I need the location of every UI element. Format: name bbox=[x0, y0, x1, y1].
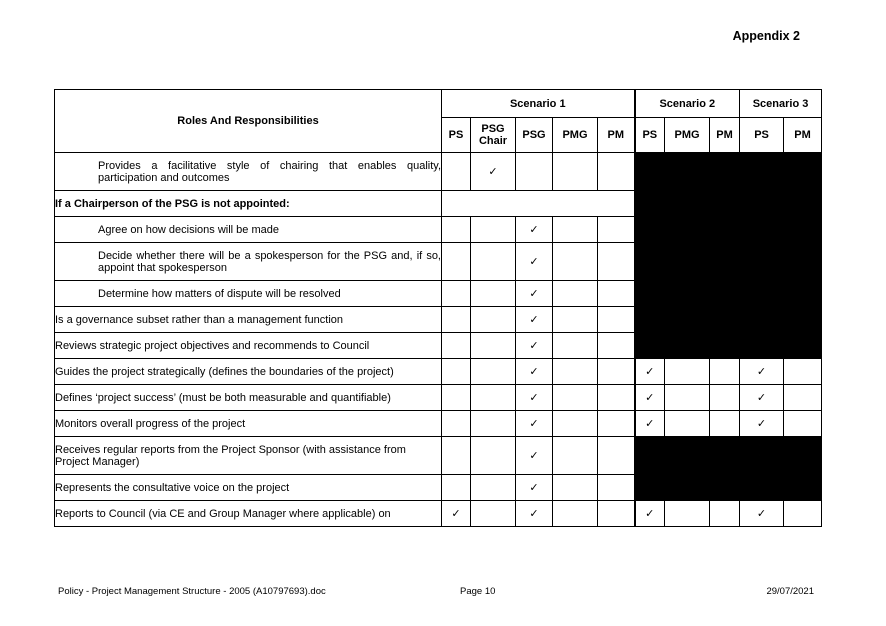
s3-cell-pm bbox=[784, 333, 822, 359]
s3-cell-pm bbox=[784, 307, 822, 333]
footer-date: 29/07/2021 bbox=[766, 586, 814, 597]
check-icon: ✓ bbox=[529, 391, 539, 404]
row-description: Represents the consultative voice on the project bbox=[55, 475, 442, 501]
s1-cell-psg-chair bbox=[471, 153, 516, 191]
s1-cell-psg-chair bbox=[471, 281, 516, 307]
check-icon: ✓ bbox=[756, 417, 767, 430]
s1-cell-psg bbox=[516, 501, 553, 527]
s1-cell-psg-chair bbox=[471, 411, 516, 437]
s3-cell-pm bbox=[784, 411, 822, 437]
s2-col-pmg: PMG bbox=[665, 118, 710, 153]
table-row bbox=[55, 385, 822, 411]
s1-cell-psg bbox=[516, 307, 553, 333]
s1-cell-ps bbox=[442, 217, 471, 243]
s2-cell-ps bbox=[635, 475, 665, 501]
s2-cell-pmg bbox=[665, 475, 710, 501]
check-icon: ✓ bbox=[529, 417, 539, 430]
s1-cell-psg bbox=[516, 359, 553, 385]
s1-cell-psg-chair bbox=[471, 359, 516, 385]
s2-cell-pm bbox=[710, 307, 740, 333]
s1-cell-ps bbox=[442, 153, 471, 191]
row-description: Determine how matters of dispute will be resolved bbox=[55, 281, 442, 307]
s2-cell-ps bbox=[635, 385, 665, 411]
s3-cell-pm bbox=[784, 217, 822, 243]
s1-cell-psg bbox=[516, 437, 553, 475]
s1-cell-pm bbox=[598, 333, 635, 359]
s2-cell-ps bbox=[635, 243, 665, 281]
check-icon: ✓ bbox=[529, 313, 539, 326]
s3-cell-pm bbox=[784, 475, 822, 501]
s1-cell-psg-chair bbox=[471, 475, 516, 501]
s1-cell-pm bbox=[598, 475, 635, 501]
row-description: Defines ‘project success’ (must be both measurable and quantifiable) bbox=[55, 385, 442, 411]
s1-cell-pm bbox=[598, 359, 635, 385]
s1-col-pmg: PMG bbox=[553, 118, 598, 153]
s2-cell-pm bbox=[710, 475, 740, 501]
s1-cell-pm bbox=[598, 307, 635, 333]
s2-cell-ps bbox=[635, 359, 665, 385]
s3-cell-pm bbox=[784, 281, 822, 307]
s2-cell-ps bbox=[635, 333, 665, 359]
s1-cell-ps bbox=[442, 243, 471, 281]
s3-cell-pm bbox=[784, 385, 822, 411]
s1-cell-pmg bbox=[553, 217, 598, 243]
check-icon: ✓ bbox=[529, 481, 539, 494]
s1-cell-pmg bbox=[553, 243, 598, 281]
table-row bbox=[55, 307, 822, 333]
s1-cell-psg-chair bbox=[471, 307, 516, 333]
s3-cell-ps bbox=[740, 153, 784, 191]
s2-cell-pm bbox=[710, 281, 740, 307]
s3-cell-ps bbox=[740, 437, 784, 475]
s1-cell-pm bbox=[598, 153, 635, 191]
s1-cell-pmg bbox=[553, 411, 598, 437]
check-icon: ✓ bbox=[488, 165, 498, 178]
s2-cell-ps bbox=[635, 153, 665, 191]
s1-cell-pmg bbox=[553, 359, 598, 385]
s2-cell-pmg bbox=[665, 217, 710, 243]
table-row bbox=[55, 475, 822, 501]
check-icon: ✓ bbox=[645, 391, 655, 404]
table-row bbox=[55, 153, 822, 191]
s1-cell-pm bbox=[598, 217, 635, 243]
scenario-3-header: Scenario 3 bbox=[740, 90, 822, 118]
s2-cell-pmg bbox=[665, 385, 710, 411]
s1-cell-pmg bbox=[553, 385, 598, 411]
s3-cell-ps bbox=[740, 243, 784, 281]
check-icon: ✓ bbox=[756, 365, 767, 378]
s3-cell-ps bbox=[740, 475, 784, 501]
s3-cell-ps bbox=[740, 307, 784, 333]
s2-cell-pmg bbox=[665, 307, 710, 333]
s2-cell-pm bbox=[710, 501, 740, 527]
s2-cell-pmg bbox=[665, 437, 710, 475]
footer-document-name: Policy - Project Management Structure - 2005 (A10797693).doc bbox=[58, 586, 326, 597]
row-description: Reports to Council (via CE and Group Manager where applicable) on bbox=[55, 501, 442, 527]
s1-col-ps: PS bbox=[442, 118, 471, 153]
s3-cell-ps bbox=[740, 411, 784, 437]
check-icon: ✓ bbox=[529, 449, 539, 462]
row-description: If a Chairperson of the PSG is not appointed: bbox=[55, 191, 442, 217]
s1-cell-pm bbox=[598, 243, 635, 281]
s1-cell-ps bbox=[442, 385, 471, 411]
s3-cell-ps bbox=[740, 333, 784, 359]
row-description: Is a governance subset rather than a management function bbox=[55, 307, 442, 333]
s2-cell-pm bbox=[710, 437, 740, 475]
s2-cell-pmg bbox=[665, 191, 710, 217]
row-description: Reviews strategic project objectives and recommends to Council bbox=[55, 333, 442, 359]
s3-cell-ps bbox=[740, 359, 784, 385]
s1-cell-ps bbox=[442, 281, 471, 307]
s1-cell-pm bbox=[598, 411, 635, 437]
s1-cell-pm bbox=[598, 437, 635, 475]
s1-cell-ps bbox=[442, 333, 471, 359]
s1-cell-psg bbox=[516, 475, 553, 501]
row-description: Decide whether there will be a spokesperson for the PSG and, if so, appoint that spokesperson bbox=[55, 243, 442, 281]
s2-cell-ps bbox=[635, 501, 665, 527]
s2-cell-pmg bbox=[665, 411, 710, 437]
row-description: Provides a facilitative style of chairing that enables quality, participation and outcomes bbox=[55, 153, 442, 191]
s1-cell-pm bbox=[598, 281, 635, 307]
table-row bbox=[55, 359, 822, 385]
s1-cell-psg bbox=[516, 217, 553, 243]
table-row bbox=[55, 191, 822, 217]
check-icon: ✓ bbox=[451, 507, 461, 520]
row-description: Guides the project strategically (defines the boundaries of the project) bbox=[55, 359, 442, 385]
roles-responsibilities-table bbox=[54, 89, 822, 527]
s2-cell-ps bbox=[635, 217, 665, 243]
row-description: Monitors overall progress of the project bbox=[55, 411, 442, 437]
s2-cell-pm bbox=[710, 411, 740, 437]
footer-page-number: Page 10 bbox=[460, 586, 496, 597]
s2-cell-pmg bbox=[665, 501, 710, 527]
row-description: Agree on how decisions will be made bbox=[55, 217, 442, 243]
s2-cell-pm bbox=[710, 333, 740, 359]
check-icon: ✓ bbox=[529, 339, 539, 352]
s1-cell-pmg bbox=[553, 307, 598, 333]
s2-cell-pmg bbox=[665, 359, 710, 385]
s2-cell-pm bbox=[710, 217, 740, 243]
s3-cell-pm bbox=[784, 359, 822, 385]
check-icon: ✓ bbox=[756, 507, 767, 520]
s3-cell-pm bbox=[784, 437, 822, 475]
check-icon: ✓ bbox=[529, 507, 539, 520]
s1-cell-ps bbox=[442, 437, 471, 475]
s1-cell-psg-chair bbox=[471, 501, 516, 527]
s1-cell-ps bbox=[442, 307, 471, 333]
s3-cell-pm bbox=[784, 243, 822, 281]
s3-cell-ps bbox=[740, 501, 784, 527]
s3-cell-ps bbox=[740, 217, 784, 243]
s1-cell-pmg bbox=[553, 153, 598, 191]
s2-col-pm: PM bbox=[710, 118, 740, 153]
s1-cell-ps bbox=[442, 359, 471, 385]
s3-cell-ps bbox=[740, 191, 784, 217]
table-row bbox=[55, 281, 822, 307]
check-icon: ✓ bbox=[529, 255, 539, 268]
s3-cell-pm bbox=[784, 191, 822, 217]
s2-cell-pm bbox=[710, 359, 740, 385]
s1-cell-psg bbox=[516, 385, 553, 411]
table-row bbox=[55, 217, 822, 243]
s3-col-pm: PM bbox=[784, 118, 822, 153]
check-icon: ✓ bbox=[529, 223, 539, 236]
table-row bbox=[55, 501, 822, 527]
s2-cell-pmg bbox=[665, 281, 710, 307]
table-row bbox=[55, 411, 822, 437]
s1-cell-pmg bbox=[553, 437, 598, 475]
s2-col-ps: PS bbox=[635, 118, 665, 153]
s2-cell-pmg bbox=[665, 153, 710, 191]
s1-col-psg-chair: PSG Chair bbox=[471, 118, 516, 153]
table-row bbox=[55, 437, 822, 475]
s1-cell-psg-chair bbox=[471, 437, 516, 475]
s1-cell-pmg bbox=[553, 475, 598, 501]
s1-cell-pm bbox=[598, 501, 635, 527]
s1-cell-ps bbox=[442, 411, 471, 437]
s3-cell-pm bbox=[784, 153, 822, 191]
s3-cell-pm bbox=[784, 501, 822, 527]
s2-cell-ps bbox=[635, 307, 665, 333]
s1-cell-psg bbox=[516, 333, 553, 359]
s1-cell-ps bbox=[442, 501, 471, 527]
s3-cell-ps bbox=[740, 385, 784, 411]
s1-cell-pm bbox=[598, 385, 635, 411]
row-description: Receives regular reports from the Project Sponsor (with assistance from Project Manager) bbox=[55, 437, 442, 475]
s1-cell-psg-chair bbox=[471, 243, 516, 281]
s1-col-pm: PM bbox=[598, 118, 635, 153]
check-icon: ✓ bbox=[756, 391, 767, 404]
s2-cell-ps bbox=[635, 411, 665, 437]
table-body bbox=[55, 153, 822, 527]
roles-header: Roles And Responsibilities bbox=[55, 90, 442, 153]
s2-cell-pmg bbox=[665, 333, 710, 359]
check-icon: ✓ bbox=[645, 507, 655, 520]
s2-cell-pm bbox=[710, 385, 740, 411]
scenario-2-header: Scenario 2 bbox=[635, 90, 740, 118]
check-icon: ✓ bbox=[529, 365, 539, 378]
s2-cell-ps bbox=[635, 281, 665, 307]
scenario-1-header: Scenario 1 bbox=[442, 90, 635, 118]
s2-cell-pmg bbox=[665, 243, 710, 281]
s2-cell-pm bbox=[710, 243, 740, 281]
s2-cell-pm bbox=[710, 153, 740, 191]
table-row bbox=[55, 333, 822, 359]
s1-cell-psg-chair bbox=[471, 385, 516, 411]
s3-col-ps: PS bbox=[740, 118, 784, 153]
s2-cell-pm bbox=[710, 191, 740, 217]
s1-cell-pmg bbox=[553, 333, 598, 359]
check-icon: ✓ bbox=[645, 417, 655, 430]
s2-cell-ps bbox=[635, 191, 665, 217]
check-icon: ✓ bbox=[645, 365, 655, 378]
s1-cell-psg-chair bbox=[471, 333, 516, 359]
table-row bbox=[55, 243, 822, 281]
scenario-1-merged-cell bbox=[442, 191, 635, 217]
s1-cell-pmg bbox=[553, 281, 598, 307]
s1-cell-psg bbox=[516, 153, 553, 191]
s1-cell-psg-chair bbox=[471, 217, 516, 243]
s1-cell-ps bbox=[442, 475, 471, 501]
check-icon: ✓ bbox=[529, 287, 539, 300]
s2-cell-ps bbox=[635, 437, 665, 475]
s1-cell-psg bbox=[516, 281, 553, 307]
s1-col-psg: PSG bbox=[516, 118, 553, 153]
s1-cell-psg bbox=[516, 243, 553, 281]
appendix-label: Appendix 2 bbox=[732, 29, 800, 43]
s3-cell-ps bbox=[740, 281, 784, 307]
s1-cell-psg bbox=[516, 411, 553, 437]
s1-cell-pmg bbox=[553, 501, 598, 527]
